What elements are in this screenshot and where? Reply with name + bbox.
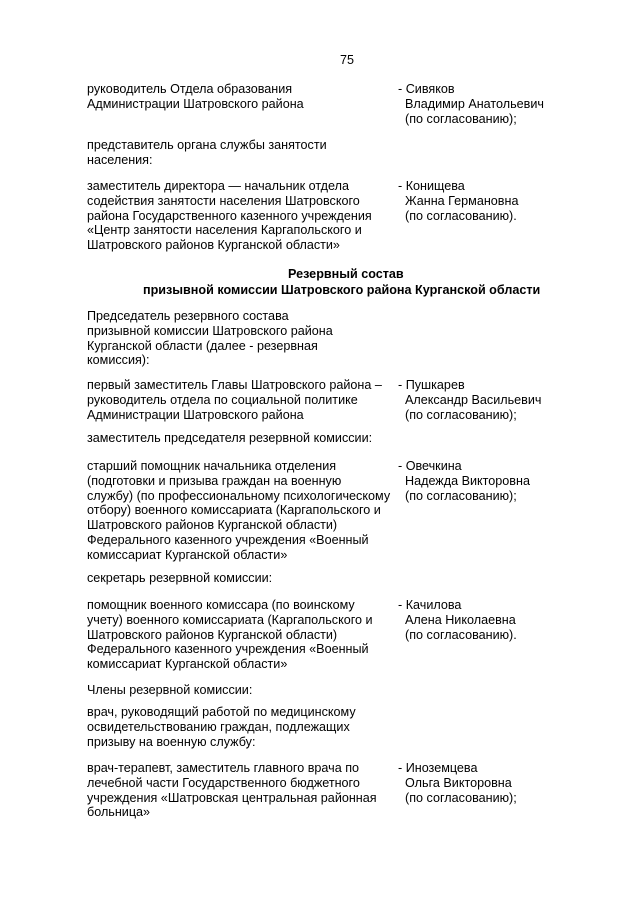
name-line: - Сивяков bbox=[398, 82, 455, 96]
members-label bbox=[87, 683, 397, 698]
text-line: врач-терапевт, заместитель главного врача по bbox=[87, 761, 360, 775]
name-line: - Иноземцева bbox=[398, 761, 478, 775]
entry-employment-left bbox=[87, 179, 397, 253]
name-line: (по согласованию). bbox=[405, 208, 517, 223]
text-line: службу) (по профессиональному психологическому bbox=[87, 488, 391, 503]
text-line: (подготовки и призыва граждан на военную bbox=[87, 473, 342, 488]
entry-deputy-right bbox=[398, 459, 598, 503]
text-line: «Центр занятости населения Каргапольского и bbox=[87, 223, 362, 238]
reserve-heading bbox=[0, 266, 640, 298]
text-line: отбору) военного комиссариата (Каргапольского и bbox=[87, 503, 381, 518]
name-line: (по согласованию); bbox=[405, 488, 517, 503]
text-line: района Государственного казенного учреждения bbox=[87, 208, 372, 223]
text-line: содействия занятости населения Шатровского bbox=[87, 193, 360, 208]
name-line: (по согласованию). bbox=[405, 627, 517, 642]
name-line: Жанна Германовна bbox=[405, 193, 519, 208]
entry-education-right bbox=[398, 82, 598, 126]
entry-secretary-right bbox=[398, 598, 598, 642]
text-line: Шатровского районов Курганской области» bbox=[87, 238, 340, 253]
name-line: - Качилова bbox=[398, 598, 462, 612]
text-line: заместитель председателя резервной комиссии: bbox=[87, 431, 373, 445]
entry-deputy-left bbox=[87, 459, 397, 563]
text-line: призывной комиссии Шатровского района bbox=[87, 323, 333, 338]
text-line: комиссариат Курганской области» bbox=[87, 547, 288, 562]
text-line: Федерального казенного учреждения «Военный bbox=[87, 642, 369, 657]
heading-line: Резервный состав bbox=[288, 267, 404, 281]
deputy-label bbox=[87, 431, 507, 446]
entry-doctor-right bbox=[398, 761, 598, 805]
text-line: Курганской области (далее - резервная bbox=[87, 338, 318, 353]
text-line: Администрации Шатровского района bbox=[87, 407, 304, 422]
name-line: Владимир Анатольевич bbox=[405, 96, 544, 111]
secretary-label bbox=[87, 571, 397, 586]
text-line: заместитель директора — начальник отдела bbox=[87, 179, 349, 193]
heading-line: призывной комиссии Шатровского района Курганской области bbox=[143, 283, 541, 297]
text-line: Администрации Шатровского района bbox=[87, 96, 304, 111]
name-line: Алена Николаевна bbox=[405, 612, 516, 627]
name-line: - Конищева bbox=[398, 179, 465, 193]
name-line: (по согласованию); bbox=[405, 407, 517, 422]
name-line: (по согласованию); bbox=[405, 790, 517, 805]
text-line: врач, руководящий работой по медицинскому bbox=[87, 705, 356, 719]
text-line: Шатровского районов Курганской области) bbox=[87, 518, 338, 533]
text-line: Председатель резервного состава bbox=[87, 309, 289, 323]
entry-secretary-left bbox=[87, 598, 397, 672]
entry-doctor-left bbox=[87, 761, 397, 820]
text-line: учету) военного комиссариата (Каргапольского и bbox=[87, 612, 373, 627]
text-line: Шатровского районов Курганской области) bbox=[87, 627, 338, 642]
text-line: комиссия): bbox=[87, 353, 150, 368]
name-line: Ольга Викторовна bbox=[405, 775, 512, 790]
text-line: лечебной части Государственного бюджетного bbox=[87, 775, 360, 790]
text-line: Члены резервной комиссии: bbox=[87, 683, 253, 697]
entry-education-left bbox=[87, 82, 397, 112]
text-line: Федерального казенного учреждения «Военный bbox=[87, 532, 369, 547]
text-line: старший помощник начальника отделения bbox=[87, 459, 337, 473]
text-line: учреждения «Шатровская центральная районная bbox=[87, 790, 377, 805]
entry-chair-right bbox=[398, 378, 598, 422]
employment-label bbox=[87, 138, 397, 168]
text-line: освидетельствованию граждан, подлежащих bbox=[87, 719, 350, 734]
name-line: - Овечкина bbox=[398, 459, 462, 473]
text-line: населения: bbox=[87, 152, 153, 167]
entry-chair-left bbox=[87, 378, 397, 422]
name-line: (по согласованию); bbox=[405, 111, 517, 126]
text-line: первый заместитель Главы Шатровского района – bbox=[87, 378, 382, 392]
text-line: секретарь резервной комиссии: bbox=[87, 571, 273, 585]
entry-employment-right bbox=[398, 179, 598, 223]
text-line: призыву на военную службу: bbox=[87, 734, 256, 749]
name-line: Александр Васильевич bbox=[405, 392, 542, 407]
text-line: руководитель Отдела образования bbox=[87, 82, 293, 96]
text-line: больница» bbox=[87, 805, 151, 820]
page-number-text: 75 bbox=[340, 53, 355, 67]
text-line: руководитель отдела по социальной политике bbox=[87, 392, 358, 407]
text-line: комиссариат Курганской области» bbox=[87, 657, 288, 672]
name-line: Надежда Викторовна bbox=[405, 473, 530, 488]
name-line: - Пушкарев bbox=[398, 378, 465, 392]
text-line: представитель органа службы занятости bbox=[87, 138, 327, 152]
doctor-label bbox=[87, 705, 397, 749]
chair-label bbox=[87, 309, 397, 368]
text-line: помощник военного комиссара (по воинскому bbox=[87, 598, 355, 612]
